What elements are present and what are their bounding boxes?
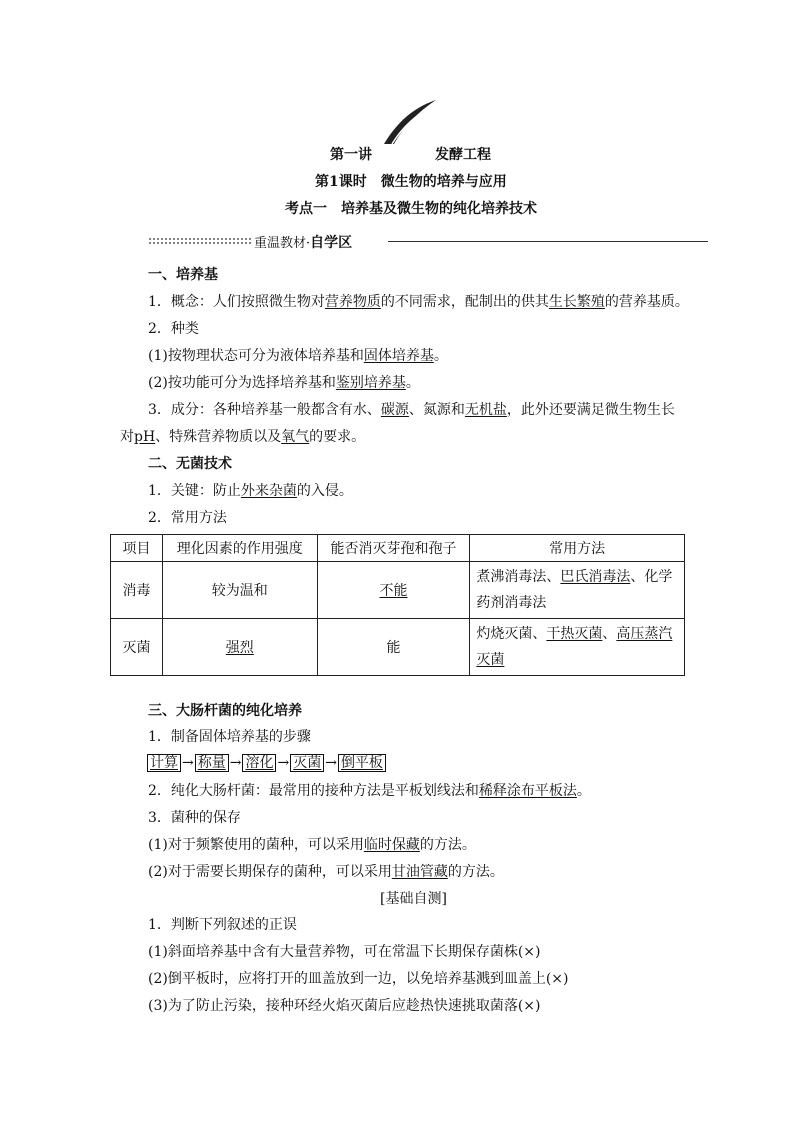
arrow-icon: → — [325, 755, 337, 771]
section-bar-emphasis: 自学区 — [310, 235, 353, 251]
types-item-2 — [148, 372, 420, 392]
section-bar — [148, 233, 708, 249]
flow-step: 灭菌 — [290, 754, 324, 772]
key-line — [148, 480, 353, 500]
fill-answer: 鉴别培养基 — [335, 375, 406, 391]
fill-answer: 固体培养基 — [363, 348, 434, 364]
text: 的要求。 — [309, 429, 366, 445]
text: (2)对于需要长期保存的菌种，可以采用 — [148, 864, 392, 880]
text: 、化学 — [630, 569, 673, 585]
text: 1．概念：人们按照微生物对 — [148, 294, 325, 310]
text: (1)对于频繁使用的菌种，可以采用 — [148, 837, 364, 853]
text: 煮沸消毒法、 — [476, 569, 561, 585]
fill-answer: 氧气 — [281, 429, 310, 445]
fill-answer: 生长繁殖 — [548, 294, 605, 310]
topic-title: 考点一 培养基及微生物的纯化培养技术 — [285, 201, 537, 217]
fill-answer: 甘油管藏 — [391, 864, 448, 880]
text: 的营养基质。 — [604, 294, 689, 310]
selftest-q1: 1．判断下列叙述的正误 — [148, 917, 297, 933]
fill-answer: 不能 — [379, 583, 408, 599]
text: 1．关键：防止 — [148, 483, 241, 499]
swoosh-logo-icon — [382, 98, 438, 146]
table-cell: 较为温和 — [162, 562, 317, 619]
text: ，此外还要满足微生物生长 — [506, 402, 675, 418]
table-header: 理化因素的作用强度 — [162, 535, 317, 562]
text: 。 — [433, 348, 448, 364]
storage-item-1 — [148, 834, 476, 854]
heading-culture-medium: 一、培养基 — [148, 267, 218, 283]
selftest-q1-1: (1)斜面培养基中含有大量营养物，可在常温下长期保存菌株(×) — [148, 944, 541, 960]
text: 的入侵。 — [296, 483, 353, 499]
text: 的不同需求，配制出的供其 — [380, 294, 549, 310]
fill-answer: 营养物质 — [324, 294, 381, 310]
purify-line — [148, 780, 591, 800]
table-cell: 能 — [317, 619, 470, 676]
text: 、特殊营养物质以及 — [155, 429, 282, 445]
lecture-number: 第一讲 — [330, 147, 372, 163]
text: 。 — [405, 375, 420, 391]
text: 。 — [576, 783, 591, 799]
text: 、氮源和 — [408, 402, 465, 418]
table-header: 项目 — [111, 535, 163, 562]
fill-answer: 高压蒸汽 — [616, 626, 673, 642]
fill-answer: 临时保藏 — [363, 837, 420, 853]
methods-table — [110, 534, 685, 676]
flow-step: 溶化 — [242, 754, 276, 772]
selftest-title: [基础自测] — [380, 891, 447, 907]
heading-aseptic: 二、无菌技术 — [148, 456, 232, 472]
text: 、 — [602, 626, 617, 642]
types-item-1 — [148, 345, 448, 365]
text: 灼烧灭菌、 — [476, 626, 547, 642]
section-bar-prefix: 重温教材· — [254, 236, 311, 251]
text: 的方法。 — [447, 864, 504, 880]
fill-answer: 外来杂菌 — [240, 483, 297, 499]
fill-answer: 强烈 — [225, 640, 254, 656]
selftest-q1-2: (2)倒平板时，应将打开的皿盖放到一边，以免培养基溅到皿盖上(×) — [148, 971, 569, 987]
selftest-q1-3: (3)为了防止污染，接种环经火焰灭菌后应趁热快速挑取菌落(×) — [148, 998, 541, 1014]
table-row — [111, 619, 685, 676]
text: 对 — [120, 429, 134, 445]
table-row — [111, 562, 685, 619]
fill-answer: 稀释涂布平板法 — [478, 783, 577, 799]
text: (2)按功能可分为选择培养基和 — [148, 375, 336, 391]
lecture-title: 发酵工程 — [435, 147, 491, 163]
components-line-2 — [120, 426, 365, 446]
table-header-row — [111, 535, 685, 562]
table-header: 能否消灭芽孢和孢子 — [317, 535, 470, 562]
heading-ecoli: 三、大肠杆菌的纯化培养 — [148, 703, 302, 719]
methods-heading: 2．常用方法 — [148, 510, 227, 526]
types-heading: 2．种类 — [148, 321, 199, 337]
storage-heading: 3．菌种的保存 — [148, 810, 241, 826]
table-cell — [470, 562, 685, 619]
text: 2．纯化大肠杆菌：最常用的接种方法是平板划线法和 — [148, 783, 479, 799]
text: (1)按物理状态可分为液体培养基和 — [148, 348, 364, 364]
lesson-title: 第1课时 微生物的培养与应用 — [315, 174, 507, 190]
text: 3．成分：各种培养基一般都含有水、 — [148, 402, 381, 418]
text: 的方法。 — [419, 837, 476, 853]
concept-line — [148, 291, 689, 311]
table-cell: 消毒 — [111, 562, 163, 619]
arrow-icon: → — [277, 755, 290, 771]
table-cell — [317, 562, 470, 619]
steps-heading: 1．制备固体培养基的步骤 — [148, 729, 311, 745]
fill-answer: 无机盐 — [464, 402, 507, 418]
steps-flow — [147, 752, 386, 772]
table-cell — [470, 619, 685, 676]
flow-step: 称量 — [195, 754, 229, 772]
arrow-icon: → — [182, 755, 194, 771]
section-rule — [388, 241, 708, 242]
components-line — [148, 399, 675, 419]
fill-answer: 灭菌 — [476, 652, 505, 668]
table-cell — [162, 619, 317, 676]
table-cell: 灭菌 — [111, 619, 163, 676]
fill-answer: 巴氏消毒法 — [560, 569, 631, 585]
fill-answer: 碳源 — [380, 402, 409, 418]
table-header: 常用方法 — [470, 535, 685, 562]
storage-item-2 — [148, 861, 504, 881]
fill-answer: 干热灭菌 — [546, 626, 603, 642]
flow-step: 倒平板 — [338, 754, 386, 772]
dotted-decoration — [148, 237, 252, 245]
text: 药剂消毒法 — [476, 595, 547, 611]
flow-step: 计算 — [147, 754, 181, 772]
section-bar-label — [254, 232, 352, 252]
arrow-icon: → — [229, 755, 242, 771]
fill-answer: pH — [134, 429, 156, 445]
